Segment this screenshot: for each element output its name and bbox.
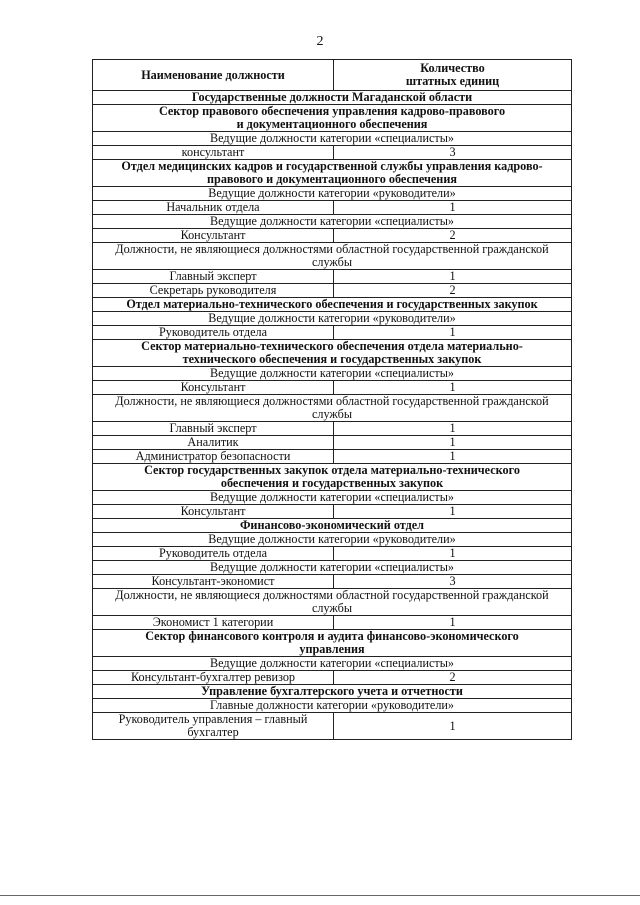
section-heading: Сектор государственных закупок отдела материально-технического обеспечения и государственных закупок [93, 464, 572, 491]
category-label: Ведущие должности категории «руководители» [93, 187, 572, 201]
position-name: Руководитель управления – главный бухгалтер [93, 713, 334, 740]
page-number: 2 [316, 34, 324, 49]
position-count: 1 [334, 270, 572, 284]
position-count: 3 [334, 575, 572, 589]
category-row [93, 589, 572, 616]
position-count: 1 [334, 713, 572, 740]
category-row [93, 243, 572, 270]
position-row [93, 547, 572, 561]
category-row [93, 215, 572, 229]
position-row [93, 616, 572, 630]
section-heading-row [93, 91, 572, 105]
section-heading-row [93, 160, 572, 187]
section-heading: Отдел материально-технического обеспечения и государственных закупок [93, 298, 572, 312]
position-count: 1 [334, 450, 572, 464]
position-name: Начальник отдела [93, 201, 334, 215]
category-row [93, 657, 572, 671]
position-name: Главный эксперт [93, 422, 334, 436]
category-row [93, 533, 572, 547]
category-label: Ведущие должности категории «специалисты» [93, 367, 572, 381]
category-row [93, 132, 572, 146]
section-heading-row [93, 105, 572, 132]
category-label: Ведущие должности категории «специалисты» [93, 561, 572, 575]
position-count: 1 [334, 422, 572, 436]
category-label: Ведущие должности категории «специалисты» [93, 215, 572, 229]
position-count: 2 [334, 284, 572, 298]
section-heading-row [93, 519, 572, 533]
category-label: Ведущие должности категории «специалисты» [93, 491, 572, 505]
category-row [93, 187, 572, 201]
position-count: 2 [334, 671, 572, 685]
position-name: Консультант-экономист [93, 575, 334, 589]
position-row [93, 671, 572, 685]
position-row [93, 575, 572, 589]
category-label: Главные должности категории «руководители» [93, 699, 572, 713]
position-count: 2 [334, 229, 572, 243]
staffing-table [92, 59, 572, 740]
position-name: Руководитель отдела [93, 326, 334, 340]
section-heading-row [93, 464, 572, 491]
position-count: 1 [334, 326, 572, 340]
section-heading-row [93, 630, 572, 657]
section-heading: Управление бухгалтерского учета и отчетности [93, 685, 572, 699]
position-count: 3 [334, 146, 572, 160]
position-count: 1 [334, 505, 572, 519]
category-row [93, 367, 572, 381]
position-row [93, 270, 572, 284]
position-name: Консультант-бухгалтер ревизор [93, 671, 334, 685]
category-label: Ведущие должности категории «руководители» [93, 533, 572, 547]
position-name: Консультант [93, 505, 334, 519]
position-row [93, 381, 572, 395]
position-name: Секретарь руководителя [93, 284, 334, 298]
section-heading-row [93, 298, 572, 312]
position-count: 1 [334, 201, 572, 215]
section-heading: Сектор правового обеспечения управления кадрово-правового и документационного обеспечения [93, 105, 572, 132]
position-count: 1 [334, 436, 572, 450]
section-heading-row [93, 340, 572, 367]
position-count: 1 [334, 547, 572, 561]
position-row [93, 505, 572, 519]
category-label: Должности, не являющиеся должностями областной государственной гражданской службы [93, 589, 572, 616]
position-name: Аналитик [93, 436, 334, 450]
section-heading: Государственные должности Магаданской области [93, 91, 572, 105]
category-row [93, 561, 572, 575]
category-label: Ведущие должности категории «специалисты» [93, 132, 572, 146]
position-row [93, 229, 572, 243]
header-position-name: Наименование должности [93, 60, 334, 91]
table-header-row [93, 60, 572, 91]
position-name: консультант [93, 146, 334, 160]
position-name: Консультант [93, 381, 334, 395]
category-label: Ведущие должности категории «специалисты» [93, 657, 572, 671]
category-row [93, 395, 572, 422]
position-name: Главный эксперт [93, 270, 334, 284]
position-row [93, 326, 572, 340]
position-row [93, 146, 572, 160]
position-row [93, 422, 572, 436]
section-heading: Финансово-экономический отдел [93, 519, 572, 533]
position-row [93, 201, 572, 215]
position-row [93, 450, 572, 464]
category-row [93, 699, 572, 713]
position-name: Экономист 1 категории [93, 616, 334, 630]
position-count: 1 [334, 381, 572, 395]
category-label: Должности, не являющиеся должностями областной государственной гражданской службы [93, 395, 572, 422]
category-label: Ведущие должности категории «руководители» [93, 312, 572, 326]
position-name: Консультант [93, 229, 334, 243]
position-count: 1 [334, 616, 572, 630]
position-name: Руководитель отдела [93, 547, 334, 561]
section-heading: Отдел медицинских кадров и государственной службы управления кадрово- правового и документационного обеспечения [93, 160, 572, 187]
section-heading: Сектор финансового контроля и аудита финансово-экономического управления [93, 630, 572, 657]
category-row [93, 491, 572, 505]
position-row [93, 436, 572, 450]
section-heading: Сектор материально-технического обеспечения отдела материально- технического обеспечения и государственных закупок [93, 340, 572, 367]
category-label: Должности, не являющиеся должностями областной государственной гражданской службы [93, 243, 572, 270]
position-name: Администратор безопасности [93, 450, 334, 464]
category-row [93, 312, 572, 326]
position-row [93, 713, 572, 740]
section-heading-row [93, 685, 572, 699]
position-row [93, 284, 572, 298]
header-staff-count: Количество штатных единиц [334, 60, 572, 91]
page-bottom-rule [0, 895, 640, 896]
